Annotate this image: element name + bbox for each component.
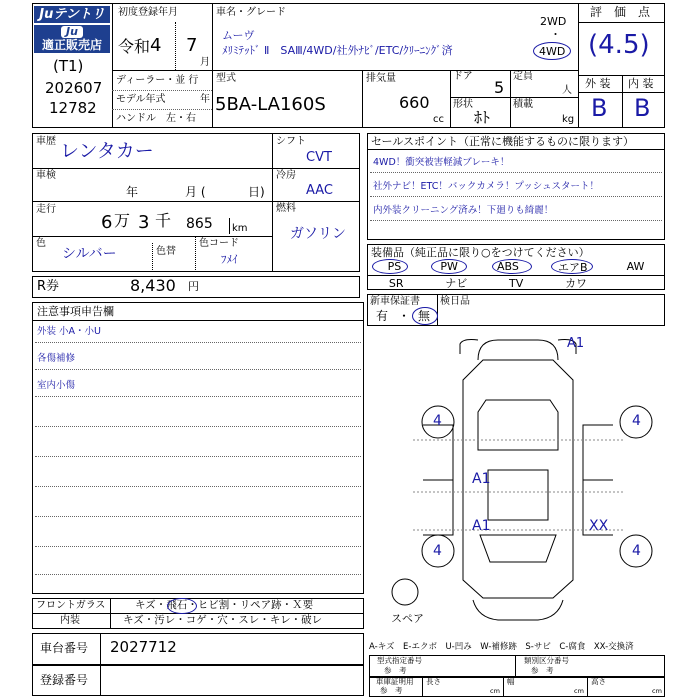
history-label: 車歴 xyxy=(36,136,56,147)
inspection-day-unit: 日) xyxy=(248,185,265,199)
note-line-2: 各傷補修 xyxy=(37,353,76,364)
drive-4wd: 4WD xyxy=(539,45,566,58)
fuel-label: 燃料 xyxy=(276,203,296,214)
interior-items: キズ・汚レ・コゲ・穴・スレ・キレ・破レ xyxy=(123,614,323,626)
divider xyxy=(587,677,588,697)
lot-code: (T1) xyxy=(53,57,84,75)
divider xyxy=(370,172,662,173)
divider xyxy=(229,218,230,234)
divider xyxy=(515,655,516,677)
divider xyxy=(370,196,662,197)
divider xyxy=(152,243,153,272)
divider xyxy=(503,677,504,697)
aircon-label: 冷房 xyxy=(276,170,296,181)
chassis-value: 2027712 xyxy=(110,638,177,656)
first-reg-era: 令和 xyxy=(118,37,151,56)
divider xyxy=(450,97,578,98)
warranty-no: 無 xyxy=(418,309,431,323)
roof-outline xyxy=(488,470,548,520)
divider xyxy=(450,70,451,128)
certificate-ref: 参 考 xyxy=(380,686,403,695)
aircon-value: AAC xyxy=(306,183,333,198)
note-line-1: 外装 小A・小U xyxy=(37,326,101,337)
equip-leather: カワ xyxy=(565,277,588,290)
divider xyxy=(35,516,361,517)
model-value: 5BA-LA160S xyxy=(215,94,326,115)
equip-sr: SR xyxy=(388,276,404,290)
front-glass-label: フロントガラス xyxy=(36,600,106,611)
mark-rear-top: A1 xyxy=(567,336,585,351)
divider xyxy=(32,320,364,321)
r-ticket-label: R券 xyxy=(37,279,60,294)
divider xyxy=(510,70,511,128)
exterior-grade: B xyxy=(591,94,608,122)
shift-value: CVT xyxy=(306,150,332,165)
divider xyxy=(112,70,578,71)
divider xyxy=(35,342,361,343)
handle-label: ハンドル 左・右 xyxy=(116,113,196,124)
divider xyxy=(195,236,196,272)
model-label: 型式 xyxy=(216,73,236,84)
model-year-label: モデル年式 xyxy=(116,94,166,105)
mileage-man: 6 xyxy=(101,212,113,233)
divider xyxy=(370,220,662,221)
drive-sep: ・ xyxy=(550,28,561,41)
lot-date: 202607 xyxy=(45,79,103,97)
windshield-outline xyxy=(480,535,556,562)
divider xyxy=(100,633,101,665)
displacement-unit: cc xyxy=(433,114,444,125)
front-glass-selected-circle xyxy=(167,598,197,614)
lot-number: 12782 xyxy=(49,99,97,117)
divider xyxy=(35,574,361,575)
mark-tire-fr: 4 xyxy=(632,543,641,559)
equip-aw: AW xyxy=(626,260,645,273)
front-bumper-outline xyxy=(473,600,563,620)
wait-date-label: 検日品 xyxy=(440,296,470,307)
designation-label-2: 類別区分番号 xyxy=(524,656,569,665)
divider xyxy=(35,369,361,370)
equipment-label: 装備品（純正品に限り○をつけてください） xyxy=(371,246,590,259)
rear-bumper-outline xyxy=(478,340,558,360)
inspection-label: 車検 xyxy=(36,170,56,181)
registration-label: 登録番号 xyxy=(40,673,89,687)
certificate-label: 車庫証明用 xyxy=(376,677,414,686)
divider xyxy=(212,3,213,128)
mark-tire-rr: 4 xyxy=(632,413,641,429)
mileage-label: 走行 xyxy=(36,204,56,215)
car-name-label: 車名・グレード xyxy=(216,7,286,18)
evaluation-score: (4.5) xyxy=(588,30,650,60)
divider xyxy=(110,598,111,629)
divider xyxy=(35,546,361,547)
divider xyxy=(112,90,212,91)
divider xyxy=(175,22,176,70)
displacement-label: 排気量 xyxy=(366,73,396,84)
interior-label: 内 装 xyxy=(628,77,654,90)
car-grade: ﾒﾘﾐﾃｯﾄﾞ Ⅱ SAⅢ/4WD/社外ﾅﾋﾞ/ETC/ｸﾘｰﾆﾝｸﾞ済 xyxy=(222,44,453,57)
divider xyxy=(32,236,272,237)
warranty-sep: ・ xyxy=(398,309,411,323)
mark-tire-rl: 4 xyxy=(433,413,442,429)
designation-label-1: 型式指定番号 xyxy=(377,656,422,665)
certificate-length: 長さ xyxy=(426,677,441,686)
equip-airbag-circle xyxy=(551,259,593,274)
model-year-unit: 年 xyxy=(200,94,210,105)
warranty-yes: 有 xyxy=(376,309,389,323)
divider xyxy=(32,201,360,202)
store-badge xyxy=(34,25,110,53)
equip-airbag: エアB xyxy=(557,260,588,274)
equip-ps: PS xyxy=(387,260,402,273)
spare-label: スペア xyxy=(391,612,424,625)
divider xyxy=(35,456,361,457)
sales-point-2: 社外ナビ！ETC！バックカメラ！プッシュスタート！ xyxy=(373,181,600,192)
mark-tire-fl: 4 xyxy=(433,543,442,559)
shape-label: 形状 xyxy=(453,99,473,110)
dealer-label: ディーラー・並 行 xyxy=(116,75,199,86)
doors-label: ドア xyxy=(453,71,473,82)
car-diagram xyxy=(368,330,666,630)
mileage-rest: 865 xyxy=(186,216,213,232)
certificate-width: 幅 xyxy=(507,677,515,686)
car-name: ムーヴ xyxy=(222,29,255,42)
history-value: レンタカー xyxy=(60,140,154,162)
color-change-label: 色替 xyxy=(156,246,176,257)
sales-point-1: 4WD！衝突被害軽減ブレーキ！ xyxy=(373,157,510,168)
divider xyxy=(112,109,212,110)
drive-2wd: 2WD xyxy=(540,15,567,28)
mark-body-left-1: A1 xyxy=(472,471,491,487)
certificate-width-unit: cm xyxy=(574,687,584,695)
notes-frame xyxy=(32,302,364,594)
shift-label: シフト xyxy=(276,136,306,147)
color-label: 色 xyxy=(36,238,46,249)
divider xyxy=(100,665,101,696)
capacity-label: 定員 xyxy=(513,71,533,82)
designation-ref-1: 参 考 xyxy=(384,666,407,675)
r-ticket-unit: 円 xyxy=(188,280,199,293)
r-ticket-value: 8,430 xyxy=(130,276,176,295)
mark-body-left-2: A1 xyxy=(472,518,491,534)
chassis-label: 車台番号 xyxy=(40,641,89,655)
sales-points-label: セールスポイント（正常に機能するものに限ります） xyxy=(371,135,635,148)
equip-abs-circle xyxy=(492,259,532,274)
divider xyxy=(578,22,665,23)
certificate-height: 高さ xyxy=(591,677,606,686)
capacity-unit: 人 xyxy=(562,85,572,96)
mark-body-right: XX xyxy=(589,518,609,534)
divider xyxy=(367,149,665,150)
equip-navi: ナビ xyxy=(445,277,468,290)
divider xyxy=(272,168,360,169)
certificate-length-unit: cm xyxy=(490,687,500,695)
sales-point-3: 内外装クリーニング済み！下廻りも綺麗！ xyxy=(373,205,554,216)
mileage-unit: km xyxy=(232,223,248,234)
divider xyxy=(32,168,272,169)
inspection-year-unit: 年 xyxy=(126,185,139,199)
equip-pw: PW xyxy=(440,260,458,273)
interior-label-row: 内装 xyxy=(60,615,80,626)
designation-ref-2: 参 考 xyxy=(531,666,554,675)
equipment-row-2 xyxy=(368,276,608,290)
mileage-man-unit: 万 xyxy=(114,211,131,230)
equip-ps-circle xyxy=(372,259,408,274)
damage-legend: A-キズ E-エクボ U-凹み W-補修跡 S-サビ C-腐食 XX-交換済 xyxy=(369,642,634,652)
fuel-value: ガソリン xyxy=(290,226,346,242)
front-glass-items: キズ・飛石・ヒビ割・リペア跡・Ｘ要 xyxy=(135,599,314,611)
note-line-3: 室内小傷 xyxy=(37,380,76,391)
spare-tire xyxy=(392,579,418,605)
divider xyxy=(437,294,438,326)
mileage-sen: 3 xyxy=(138,212,150,233)
divider xyxy=(35,396,361,397)
ju-mark: Ju xyxy=(61,26,83,38)
equip-pw-circle xyxy=(431,259,467,274)
divider xyxy=(422,677,423,697)
first-reg-label: 初度登録年月 xyxy=(118,7,178,18)
shape-value: ﾎﾄ xyxy=(474,108,491,127)
first-reg-year: 4 xyxy=(150,35,162,56)
evaluation-label: 評 価 点 xyxy=(590,5,651,19)
divider xyxy=(35,486,361,487)
store-label: 適正販売店 xyxy=(41,38,102,52)
mileage-sen-unit: 千 xyxy=(155,211,172,230)
certificate-height-unit: cm xyxy=(652,687,662,695)
divider xyxy=(362,70,363,128)
divider xyxy=(622,75,623,128)
equip-tv: TV xyxy=(509,276,524,290)
divider xyxy=(35,426,361,427)
inspection-month-unit: 月 ( xyxy=(185,185,206,199)
color-value: シルバー xyxy=(62,246,117,262)
load-unit: kg xyxy=(562,114,575,125)
color-code-label: 色コード xyxy=(199,238,239,249)
equip-abs: ABS xyxy=(496,260,519,273)
color-code: ﾌﾒｲ xyxy=(221,253,238,266)
displacement-value: 660 xyxy=(399,93,430,112)
doors-value: 5 xyxy=(494,78,505,97)
exterior-label: 外 装 xyxy=(585,77,611,90)
notes-label: 注意事項申告欄 xyxy=(37,305,114,318)
brand-logo-text: Juテントリ xyxy=(39,7,105,22)
load-label: 積載 xyxy=(513,99,533,110)
warranty-label: 新車保証書 xyxy=(370,296,420,307)
first-reg-month-unit: 月 xyxy=(200,57,210,68)
rear-glass-outline xyxy=(478,400,558,450)
rear-left-fender xyxy=(460,340,478,355)
brand-logo xyxy=(34,6,110,23)
interior-grade: B xyxy=(634,94,651,122)
divider xyxy=(272,133,273,272)
first-reg-month: 7 xyxy=(186,35,198,56)
